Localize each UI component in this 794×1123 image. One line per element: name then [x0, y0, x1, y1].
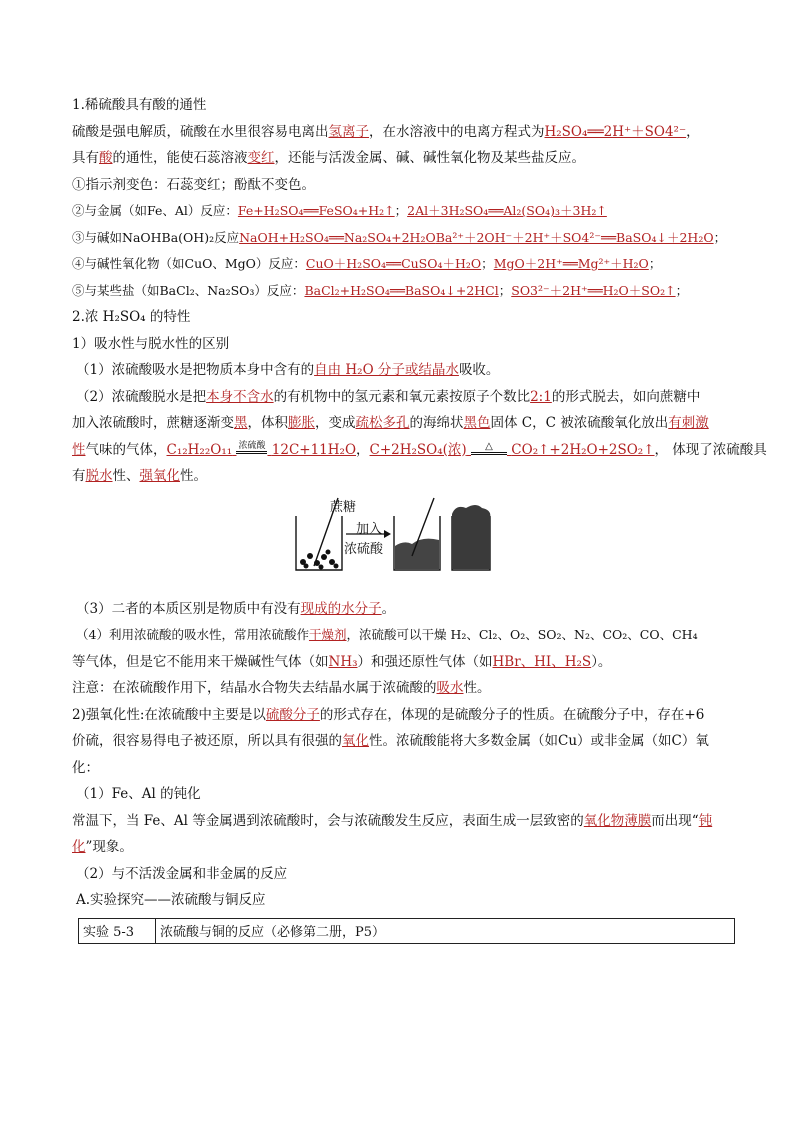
- text: 的通性，能使石蕊溶液: [112, 150, 248, 166]
- paragraph: [72, 808, 737, 835]
- equation: [167, 442, 357, 458]
- experiment-figure: [72, 496, 737, 596]
- text: C+2H₂SO₄(浓): [369, 441, 467, 458]
- answer-blank: NaOH+H₂SO₄══Na₂SO₄+2H₂O: [239, 229, 436, 245]
- text: （2）浓硫酸脱水是把: [76, 388, 207, 405]
- list-item: ①指示剂变色：石蕊变红；酚酞不变色。: [72, 176, 315, 193]
- answer-blank: 自由 H₂O 分子或结晶水: [314, 362, 459, 378]
- list-item: [72, 225, 737, 252]
- answer-blank: 本身不含水: [206, 388, 274, 405]
- text: ，: [686, 123, 700, 140]
- text: 的形式存在，体现的是硫酸分子的性质。在硫酸分子中，存在+6: [319, 706, 705, 723]
- subsection-title: A.实验探究——浓硫酸与铜反应: [76, 892, 266, 908]
- text: 性。: [463, 680, 491, 696]
- heat-triangle-icon: △: [471, 442, 507, 455]
- answer-blank: 氧化: [342, 733, 369, 749]
- document-page: [72, 92, 767, 944]
- paragraph: [72, 119, 737, 146]
- text: 注意：在浓硫酸作用下，结晶水合物失去结晶水属于浓硫酸的: [72, 680, 437, 696]
- text: 常温下，当 Fe、Al 等金属遇到浓硫酸时，会与浓硫酸发生反应，表面生成一层致密的: [72, 812, 584, 829]
- answer-blank: 2Al＋3H₂SO₄══Al₂(SO₄)₃＋3H₂↑: [407, 203, 607, 218]
- section-1-title: 1.稀硫酸具有酸的通性: [72, 97, 207, 113]
- answer-blank: 氧化物薄膜: [583, 812, 652, 829]
- table-row: [79, 918, 735, 943]
- paragraph: [72, 145, 737, 172]
- text: 性。: [180, 468, 207, 484]
- text: 的海绵状: [409, 415, 464, 431]
- text: ；: [394, 203, 408, 218]
- text: 性、: [112, 468, 140, 484]
- paragraph: [72, 463, 737, 490]
- paragraph: 化：: [72, 759, 99, 776]
- text: ；: [675, 282, 689, 298]
- text: ”现象。: [85, 839, 133, 855]
- answer-blank: 钝: [698, 812, 713, 829]
- paragraph: [72, 622, 737, 649]
- answer-blank: Fe+H₂SO₄══FeSO₄+H₂↑: [237, 203, 395, 218]
- text: CO₂↑+2H₂O+2SO₂↑: [511, 441, 655, 458]
- text: ，在水溶液中的电离方程式为: [369, 123, 545, 140]
- answer-blank: 氢离子: [328, 123, 369, 140]
- experiment-table: [78, 918, 735, 944]
- list-item: [72, 278, 737, 305]
- text: 固体 C，C 被浓硫酸氧化放出: [490, 415, 669, 431]
- paragraph: [72, 702, 737, 729]
- text: 吸收。: [458, 362, 500, 378]
- answer-blank: 性: [72, 441, 86, 458]
- text: 等气体，但是它不能用来干燥碱性气体（如: [72, 653, 329, 670]
- paragraph: [72, 384, 737, 411]
- text: C₁₂H₂₂O₁₁: [166, 441, 233, 458]
- text: ；: [481, 256, 494, 271]
- paragraph: [72, 649, 737, 676]
- answer-blank: MgO＋2H⁺══Mg²⁺＋H₂O: [493, 256, 649, 271]
- subsection-title: （1）Fe、Al 的钝化: [76, 786, 201, 802]
- text: 有: [72, 468, 86, 484]
- paragraph: [72, 357, 737, 384]
- section-2-title: 2.浓 H₂SO₄ 的特性: [72, 309, 191, 325]
- list-item: [72, 251, 737, 278]
- text: （3）二者的本质区别是物质中有没有: [76, 600, 301, 617]
- answer-blank: CuO＋H₂SO₄══CuSO₄＋H₂O: [305, 256, 482, 271]
- answer-blank: BaCl₂+H₂SO₄══BaSO₄↓+2HCl: [304, 282, 499, 298]
- answer-blank: 硫酸分子: [265, 706, 320, 723]
- text: ⑤与某些盐（如BaCl₂、Na₂SO₃）反应：: [72, 282, 305, 298]
- text: ）和强还原性气体（如: [357, 653, 493, 670]
- answer-blank: 黑色: [463, 415, 491, 431]
- text: 。: [381, 600, 396, 617]
- text: ④与碱性氧化物（如CuO、MgO）反应：: [72, 256, 306, 271]
- text: ，: [356, 441, 370, 458]
- answer-blank: 黑: [234, 415, 248, 431]
- text: ，变成: [315, 415, 356, 431]
- text: 加入浓硫酸时，蔗糖逐渐变: [72, 415, 234, 431]
- text: 12C+11H₂O: [271, 441, 357, 458]
- answer-blank: 吸水: [436, 680, 464, 696]
- subsection-title: 1）吸水性与脱水性的区别: [72, 335, 230, 352]
- paragraph: [72, 675, 737, 702]
- text: 的有机物中的氢元素和氧元素按原子个数比: [273, 388, 531, 405]
- text: ，还能与活泼金属、碱、碱性氧化物及某些盐反应。: [274, 150, 585, 166]
- text: ；: [648, 256, 662, 271]
- text: 价硫，很容易得电子被还原，所以具有很强的: [72, 733, 342, 749]
- answer-blank: 有刺激: [668, 415, 709, 431]
- sucrose-label: 蔗糖: [330, 499, 357, 515]
- answer-blank: 膨胀: [288, 415, 315, 431]
- subsection-title: （2）与不活泼金属和非金属的反应: [76, 865, 288, 882]
- answer-blank: 化: [72, 839, 86, 855]
- paragraph: [72, 596, 737, 623]
- answer-blank: 脱水: [85, 468, 113, 484]
- table-cell: 实验 5-3: [79, 918, 156, 943]
- text: 而出现“: [651, 812, 699, 829]
- answer-blank: 干燥剂: [308, 627, 347, 642]
- paragraph: [72, 834, 737, 861]
- text: 性。浓硫酸能将大多数金属（如Cu）或非金属（如C）氧: [369, 733, 709, 749]
- answer-blank: Ba²⁺＋2OH⁻＋2H⁺＋SO4²⁻══BaSO₄↓＋2H₂O: [435, 229, 714, 245]
- answer-blank: 酸: [99, 150, 113, 166]
- text: ）。: [591, 653, 612, 670]
- answer-blank: SO3²⁻＋2H⁺══H₂O＋SO₂↑: [511, 282, 676, 298]
- answer-blank: 疏松多孔: [355, 415, 410, 431]
- text: ③与碱如NaOHBa(OH)₂反应: [72, 229, 240, 245]
- text: 硫酸是强电解质，硫酸在水里很容易电离出: [72, 123, 329, 140]
- text: 2)强氧化性:在浓硫酸中主要是以: [72, 706, 266, 723]
- text: 气味的气体，: [85, 441, 167, 458]
- text: （4）利用浓硫酸的吸水性，常用浓硫酸作: [76, 627, 309, 642]
- table-cell: 浓硫酸与铜的反应（必修第二册，P5）: [156, 918, 735, 943]
- paragraph: [72, 728, 737, 755]
- answer-blank: 强氧化: [139, 468, 180, 484]
- equation: [370, 442, 655, 458]
- conc-acid-label: 浓硫酸: [344, 541, 384, 557]
- reaction-condition: 浓硫酸: [236, 441, 267, 454]
- text: （1）浓硫酸吸水是把物质本身中含有的: [76, 362, 315, 378]
- text: ，浓硫酸可以干燥 H₂、Cl₂、O₂、SO₂、N₂、CO₂、CO、CH₄: [346, 627, 698, 642]
- text: ②与金属（如Fe、Al）反应：: [72, 203, 238, 218]
- text: ；: [498, 282, 512, 298]
- beaker-illustration: [294, 496, 494, 576]
- text: ，体积: [247, 415, 288, 431]
- paragraph: [72, 410, 737, 437]
- answer-blank: H₂SO₄══2H⁺＋SO4²⁻: [544, 123, 687, 140]
- list-item: [72, 198, 737, 225]
- add-label: 加入: [356, 521, 383, 537]
- answer-blank: HBr、HI、H₂S: [492, 653, 592, 670]
- text: 的形式脱去，如向蔗糖中: [551, 388, 701, 405]
- answer-blank: 2:1: [530, 388, 552, 405]
- answer-blank: 现成的水分子: [300, 600, 382, 617]
- answer-blank: 变红: [247, 150, 275, 166]
- answer-blank: NH₃: [328, 653, 358, 670]
- text: ， 体现了浓硫酸具: [654, 441, 767, 458]
- text: ；: [713, 229, 727, 245]
- text: 具有: [72, 150, 99, 166]
- paragraph: [72, 437, 767, 464]
